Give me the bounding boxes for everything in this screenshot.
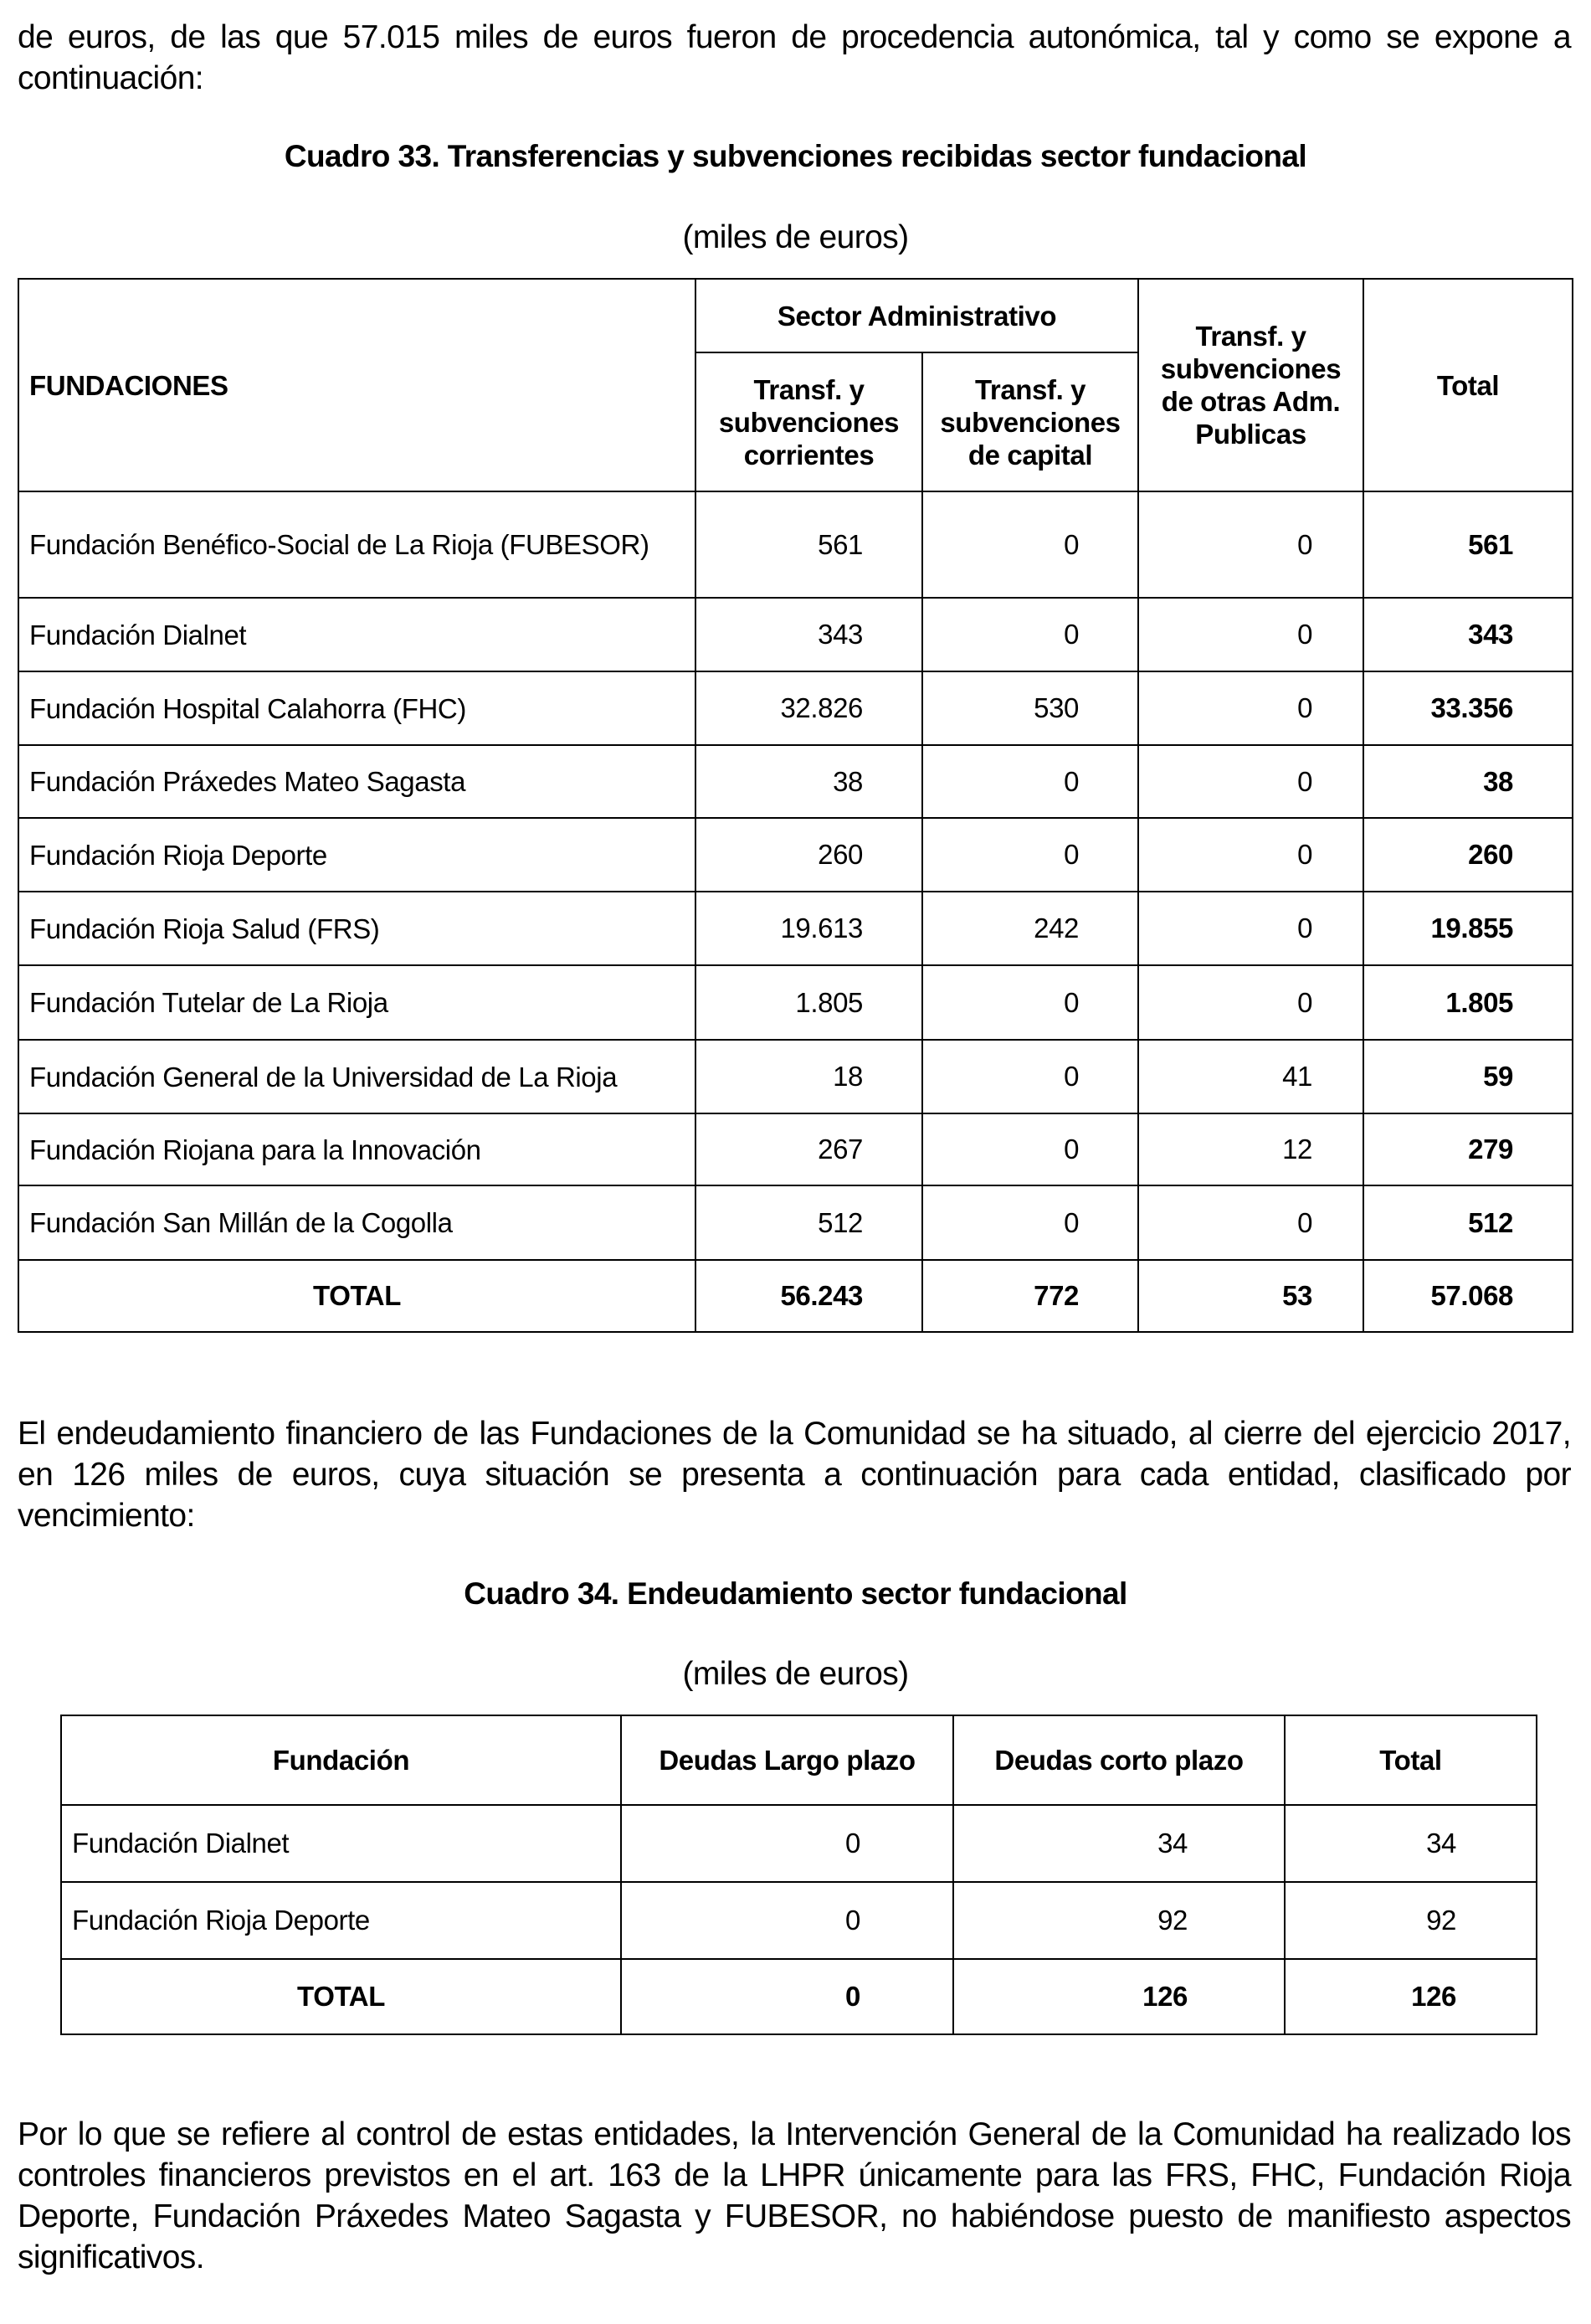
value-total: 92 xyxy=(1285,1882,1537,1959)
total-otras: 53 xyxy=(1138,1260,1363,1332)
debt-table xyxy=(60,1715,1537,2035)
value-total: 260 xyxy=(1363,818,1573,892)
value-otras: 0 xyxy=(1138,1185,1363,1260)
header-total: Total xyxy=(1285,1715,1537,1805)
table1-caption: Cuadro 33. Transferencias y subvenciones recibidas sector fundacional xyxy=(284,139,1307,173)
value-otras: 0 xyxy=(1138,671,1363,745)
total-label: TOTAL xyxy=(61,1959,621,2034)
table-row xyxy=(61,1882,1537,1959)
value-capital: 242 xyxy=(922,892,1138,965)
value-total: 19.855 xyxy=(1363,892,1573,965)
table-row xyxy=(18,1113,1573,1185)
value-capital: 0 xyxy=(922,1113,1138,1185)
value-capital: 0 xyxy=(922,965,1138,1040)
value-capital: 0 xyxy=(922,818,1138,892)
value-corrientes: 1.805 xyxy=(695,965,922,1040)
table-row xyxy=(18,892,1573,965)
value-corrientes: 343 xyxy=(695,598,922,671)
value-otras: 0 xyxy=(1138,491,1363,598)
value-corrientes: 38 xyxy=(695,745,922,818)
foundation-name: Fundación San Millán de la Cogolla xyxy=(18,1185,695,1260)
value-total: 279 xyxy=(1363,1113,1573,1185)
value-total: 33.356 xyxy=(1363,671,1573,745)
total-corto: 126 xyxy=(953,1959,1285,2034)
foundation-name: Fundación Rioja Deporte xyxy=(61,1882,621,1959)
header-corto: Deudas corto plazo xyxy=(953,1715,1285,1805)
header-otras-adm: Transf. y subvenciones de otras Adm. Publicas xyxy=(1138,279,1363,491)
value-otras: 0 xyxy=(1138,892,1363,965)
header-corrientes: Transf. y subvenciones corrientes xyxy=(695,352,922,491)
value-corrientes: 512 xyxy=(695,1185,922,1260)
table-row xyxy=(18,491,1573,598)
value-corrientes: 260 xyxy=(695,818,922,892)
total-corrientes: 56.243 xyxy=(695,1260,922,1332)
value-otras: 0 xyxy=(1138,745,1363,818)
foundation-name: Fundación Tutelar de La Rioja xyxy=(18,965,695,1040)
table-row xyxy=(18,1040,1573,1113)
value-total: 34 xyxy=(1285,1805,1537,1882)
total-label: TOTAL xyxy=(18,1260,695,1332)
header-total: Total xyxy=(1363,279,1573,491)
header-largo: Deudas Largo plazo xyxy=(621,1715,953,1805)
foundation-name: Fundación Hospital Calahorra (FHC) xyxy=(18,671,695,745)
value-capital: 530 xyxy=(922,671,1138,745)
value-capital: 0 xyxy=(922,1040,1138,1113)
value-total: 38 xyxy=(1363,745,1573,818)
value-total: 1.805 xyxy=(1363,965,1573,1040)
value-corto: 34 xyxy=(953,1805,1285,1882)
total-total: 57.068 xyxy=(1363,1260,1573,1332)
table-row xyxy=(18,671,1573,745)
foundation-name: Fundación Dialnet xyxy=(18,598,695,671)
total-row xyxy=(61,1959,1537,2034)
value-capital: 0 xyxy=(922,1185,1138,1260)
table2-caption: Cuadro 34. Endeudamiento sector fundacional xyxy=(464,1576,1127,1611)
value-capital: 0 xyxy=(922,598,1138,671)
table-row xyxy=(18,745,1573,818)
total-largo: 0 xyxy=(621,1959,953,2034)
value-capital: 0 xyxy=(922,491,1138,598)
value-corrientes: 267 xyxy=(695,1113,922,1185)
value-otras: 12 xyxy=(1138,1113,1363,1185)
value-corrientes: 561 xyxy=(695,491,922,598)
intro-paragraph: de euros, de las que 57.015 miles de euros fueron de procedencia autonómica, tal y como se expone a continuación: xyxy=(18,19,1571,96)
table1-units: (miles de euros) xyxy=(682,219,909,255)
header-fundaciones: FUNDACIONES xyxy=(18,279,695,491)
value-otras: 41 xyxy=(1138,1040,1363,1113)
header-capital: Transf. y subvenciones de capital xyxy=(922,352,1138,491)
value-total: 343 xyxy=(1363,598,1573,671)
total-capital: 772 xyxy=(922,1260,1138,1332)
value-corto: 92 xyxy=(953,1882,1285,1959)
total-row xyxy=(18,1260,1573,1332)
table-row xyxy=(18,1185,1573,1260)
value-total: 512 xyxy=(1363,1185,1573,1260)
value-capital: 0 xyxy=(922,745,1138,818)
table-row xyxy=(18,818,1573,892)
transfers-table xyxy=(18,278,1573,1333)
value-total: 59 xyxy=(1363,1040,1573,1113)
closing-paragraph: Por lo que se refiere al control de estas entidades, la Intervención General de la Comunidad ha realizado los controles financieros previstos en el art. 163 de la LHPR únicamente para las FRS, FHC, Fundación Rioja Deporte, Fundación Práxedes Mateo Sagasta y FUBESOR, no habiéndose puesto de manifiesto aspectos significativos. xyxy=(18,2116,1571,2275)
table2-units: (miles de euros) xyxy=(682,1656,909,1692)
value-largo: 0 xyxy=(621,1882,953,1959)
value-corrientes: 19.613 xyxy=(695,892,922,965)
table-row xyxy=(18,965,1573,1040)
foundation-name: Fundación Rioja Salud (FRS) xyxy=(18,892,695,965)
middle-paragraph: El endeudamiento financiero de las Fundaciones de la Comunidad se ha situado, al cierre del ejercicio 2017, en 126 miles de euros, cuya situación se presenta a continuación para cada entidad, clasificado por vencimiento: xyxy=(18,1416,1571,1534)
total-total: 126 xyxy=(1285,1959,1537,2034)
value-otras: 0 xyxy=(1138,818,1363,892)
value-corrientes: 32.826 xyxy=(695,671,922,745)
foundation-name: Fundación General de la Universidad de La Rioja xyxy=(18,1040,695,1113)
value-otras: 0 xyxy=(1138,598,1363,671)
value-largo: 0 xyxy=(621,1805,953,1882)
table-row xyxy=(18,598,1573,671)
value-corrientes: 18 xyxy=(695,1040,922,1113)
foundation-name: Fundación Rioja Deporte xyxy=(18,818,695,892)
table-row xyxy=(61,1805,1537,1882)
header-sector-administrativo: Sector Administrativo xyxy=(695,279,1138,352)
header-fundacion: Fundación xyxy=(61,1715,621,1805)
value-total: 561 xyxy=(1363,491,1573,598)
foundation-name: Fundación Benéfico-Social de La Rioja (FUBESOR) xyxy=(18,491,695,598)
foundation-name: Fundación Práxedes Mateo Sagasta xyxy=(18,745,695,818)
value-otras: 0 xyxy=(1138,965,1363,1040)
foundation-name: Fundación Dialnet xyxy=(61,1805,621,1882)
foundation-name: Fundación Riojana para la Innovación xyxy=(18,1113,695,1185)
